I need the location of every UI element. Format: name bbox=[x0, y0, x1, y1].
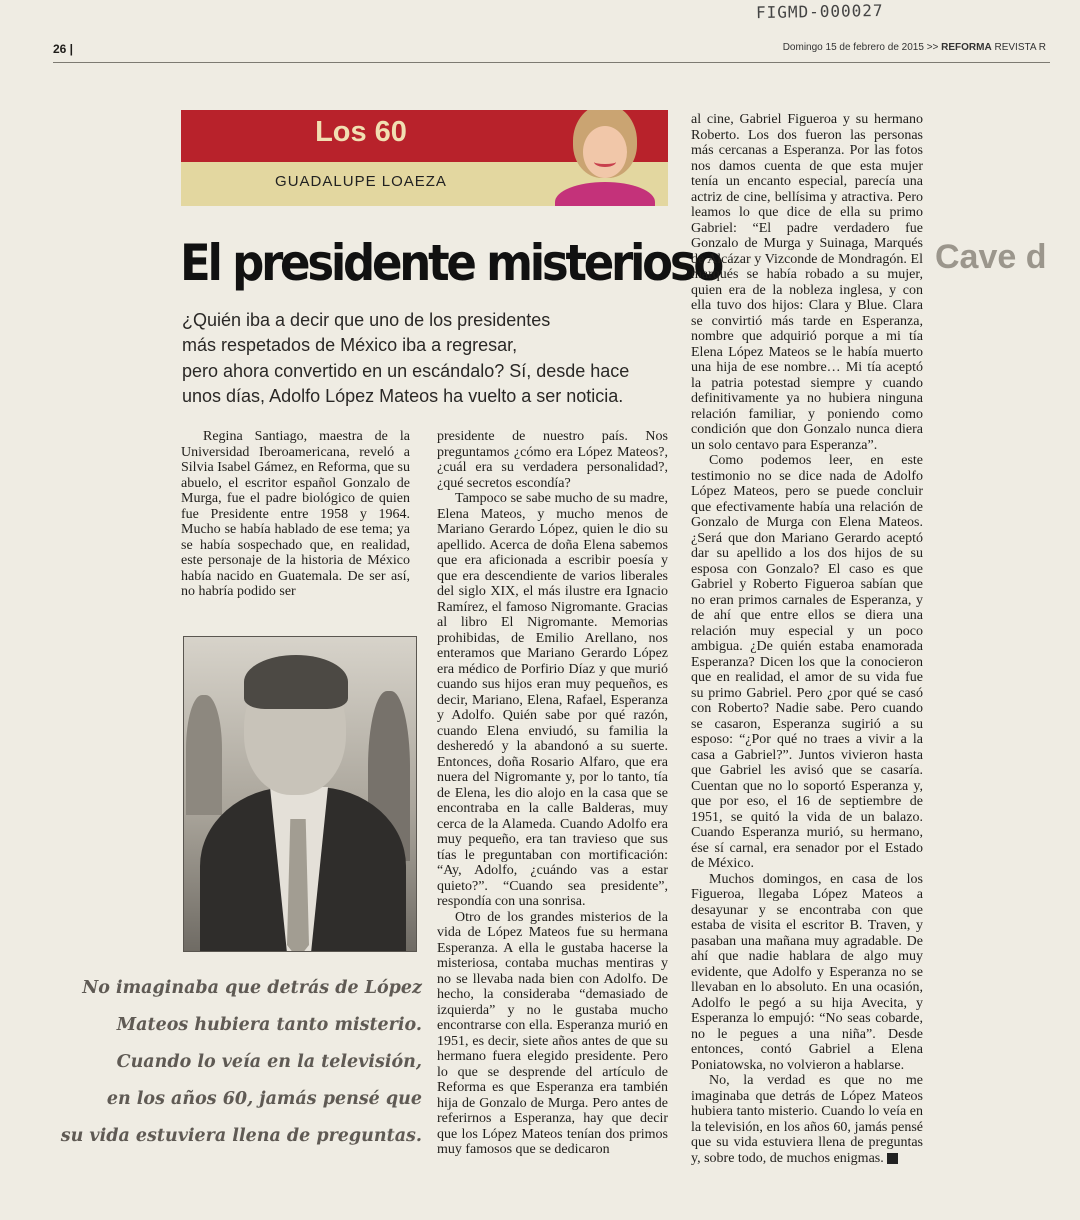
body-column-3 bbox=[691, 112, 923, 1166]
adjacent-page-fragment bbox=[935, 110, 1080, 1100]
author-portrait bbox=[541, 110, 668, 206]
body-paragraph: Regina Santiago, maestra de la Universidad Iberoamericana, reveló a Silvia Isabel Gámez, en Reforma, que su abuelo, el escritor español Gonzalo de Murga, fue el padre biológico de quien fue Presidente entre 1958 y 1964. Mucho se había hablado de ese tema; ya se había sospechado que, en realidad, este personaje de la historia de México había nacido en Guatemala. De ser así, no habría podido ser bbox=[181, 429, 410, 599]
body-column-2 bbox=[437, 429, 668, 1158]
body-paragraph: Como podemos leer, en este testimonio no se dice nada de Adolfo López Mateos, pero se puede concluir que efectivamente había una relación de Gonzalo de Murga con Elena Mateos. ¿Será que don Mariano Gerardo aceptó dar su apellido a los dos hijos de su esposa con Gonzalo? El caso es que Gabriel y Roberto Figueroa sabían que no eran primos carnales de Esperanza, y de ahí que entre ellos se diera una relación muy especial y un poco ambigua. ¿De quién estaba enamorada Esperanza? Dicen los que la conocieron que en realidad, el amor de su vida fue su primo Gabriel. Pero ¿por qué se casó con Roberto? Nadie sabe. Pero cuando se casaron, Esperanza sugirió a su esposo: “¿Por qué no traes a vivir a la casa a Gabriel?”. Juntos vivieron hasta que Gabriel les avisó que se casaría. Cuentan que no lo soportó Esperanza y, que por eso, el 16 de septiembre de 1951, se quitó la vida de un balazo. Cuando Esperanza murió, su hermano, ése sí carnal, era senador por el Estado de México. bbox=[691, 453, 923, 871]
body-paragraph: Otro de los grandes misterios de la vida de López Mateos fue su hermana Esperanza. A ella le gustaba hacerse la misteriosa, contaba muchas mentiras y no se llevaba nada bien con Adolfo. De hecho, la consideraba “demasiado de izquierda” y no le gustaba mucho encontrarse con ella. Esperanza murió en 1951, es decir, siete años antes de que su hermano fuera elegido presidente. Pero lo que se desprende del artículo de Reforma es que Esperanza era también hija de Gonzalo de Murga. Pero antes de referirnos a Esperanza, hay que decir que los López Mateos tenían dos primos muy famosos que se dedicaron bbox=[437, 909, 668, 1157]
lopez-mateos-photo bbox=[183, 636, 417, 952]
column-banner bbox=[181, 110, 668, 206]
column-title: Los 60 bbox=[315, 116, 407, 148]
pull-quote-line: Mateos hubiera tanto misterio. bbox=[116, 1015, 422, 1035]
column-title-band bbox=[181, 110, 541, 162]
archive-code: FIGMD-000027 bbox=[755, 0, 884, 23]
body-paragraph: presidente de nuestro país. Nos preguntamos ¿cómo era López Mateos?, ¿cuál era su verdadera personalidad?, ¿qué secretos escondía? bbox=[437, 429, 668, 491]
dek-line: más respetados de México iba a regresar, bbox=[182, 335, 518, 356]
headline: El presidente misterioso bbox=[180, 234, 722, 292]
body-column-1 bbox=[181, 429, 410, 600]
pull-quote-line: en los años 60, jamás pensé que bbox=[106, 1089, 422, 1109]
publication-name: REFORMA bbox=[941, 42, 992, 53]
dek-line: ¿Quién iba a decir que uno de los presidentes bbox=[182, 310, 551, 330]
body-paragraph bbox=[691, 1073, 923, 1166]
column-author: GUADALUPE LOAEZA bbox=[275, 173, 447, 190]
body-paragraph: al cine, Gabriel Figueroa y su hermano Roberto. Los dos fueron las personas más cercanas a Esperanza. Por las fotos nos damos cuenta de que esta mujer tenía un encanto especial, parecía una actriz de cine, bellísima y atractiva. Pero leamos lo que dice de ella su primo Gabriel: “El padre verdadero fue Gonzalo de Murga y Suinaga, Marqués de Alcázar y Vizconde de Mondragón. El marqués se había robado a su mujer, quien era de la nobleza inglesa, y con ella tuvo dos hijos: Clara y Blue. Clara se convirtió más tarde en Esperanza, nombre que adquirió porque a mi tía Elena López Mateos se le había muerto una hija de ese nombre… Mi tía aceptó la patria potestad siempre y cuando definitivamente ya no hubiera ninguna relación familiar, y poniendo como condición que don Gonzalo nunca diera un solo centavo para Esperanza”. bbox=[691, 112, 923, 453]
body-paragraph: Tampoco se sabe mucho de su madre, Elena Mateos, y mucho menos de Mariano Gerardo López, quien le dio su apellido. Acerca de doña Elena sabemos que era aficionada a escribir poesía y que era descendiente de varios liberales del siglo XIX, el más ilustre era Ignacio Ramírez, el famoso Nigromante. Gracias al libro El Nigromante. Memorias prohibidas, de Emilio Arellano, nos enteramos que Mariano Gerardo López era médico de Porfirio Díaz y que murió cuando sus hijos eran muy pequeños, es decir, Mariano, Elena, Rafael, Esperanza y Adolfo. Quién sabe por qué razón, cuando Elena enviudó, su familia la desheredó y la abandonó a su suerte. Entonces, doña Rosario Alfaro, que era nuera del Nigromante y, por lo tanto, tía de Elena, les dio alojo en la casa que se encontraba en la calle Balderas, muy cerca de la Alameda. Cuando Adolfo era muy pequeño, era tan travieso que sus tías le preguntaban con mortificación: “Ay, Adolfo, ¿cuándo vas a estar quieto?”. “Cuando sea presidente”, respondía con una sonrisa. bbox=[437, 491, 668, 909]
closing-paragraph: No, la verdad es que no me imaginaba que detrás de López Mateos hubiera tanto misterio. Cuando lo veía en la televisión, en los años 60, jamás pensé que su vida estuviera llena de preguntas y, sobre todo, de muchos enigmas. bbox=[691, 1073, 923, 1166]
dek-line: unos días, Adolfo López Mateos ha vuelto a ser noticia. bbox=[182, 386, 624, 407]
section-name: REVISTA R bbox=[994, 42, 1046, 53]
end-mark-icon: R bbox=[887, 1153, 898, 1164]
pull-quote-line: Cuando lo veía en la televisión, bbox=[116, 1052, 422, 1072]
page-number: 26 | bbox=[53, 42, 74, 56]
dek bbox=[182, 308, 642, 410]
body-paragraph: Muchos domingos, en casa de los Figueroa, llegaba López Mateos a desayunar y se encontraba con que estaba de visita el escritor B. Traven, y pasaban una mañana muy agradable. De ahí que nadie hablara de algo muy evidente, que Adolfo y Esperanza no se llevaban en lo absoluto. En una ocasión, Adolfo le pegó a su hija Avecita, y Esperanza lo empujó: “No seas cobarde, no le pegues a una niña”. Desde entonces, contó Gabriel a Elena Poniatowska, no volvieron a hablarse. bbox=[691, 871, 923, 1073]
folio-bar bbox=[53, 40, 1050, 63]
pull-quote-line: su vida estuviera llena de preguntas. bbox=[60, 1126, 422, 1146]
author-band bbox=[181, 162, 541, 206]
dek-line: pero ahora convertido en un escándalo? Sí, desde hace bbox=[182, 360, 630, 381]
adjacent-page-heading: Cave d bbox=[935, 238, 1047, 276]
pull-quote-line: No imaginaba que detrás de López bbox=[82, 978, 422, 998]
issue-date: Domingo 15 de febrero de 2015 >> bbox=[782, 42, 939, 53]
dateline bbox=[783, 42, 1046, 53]
